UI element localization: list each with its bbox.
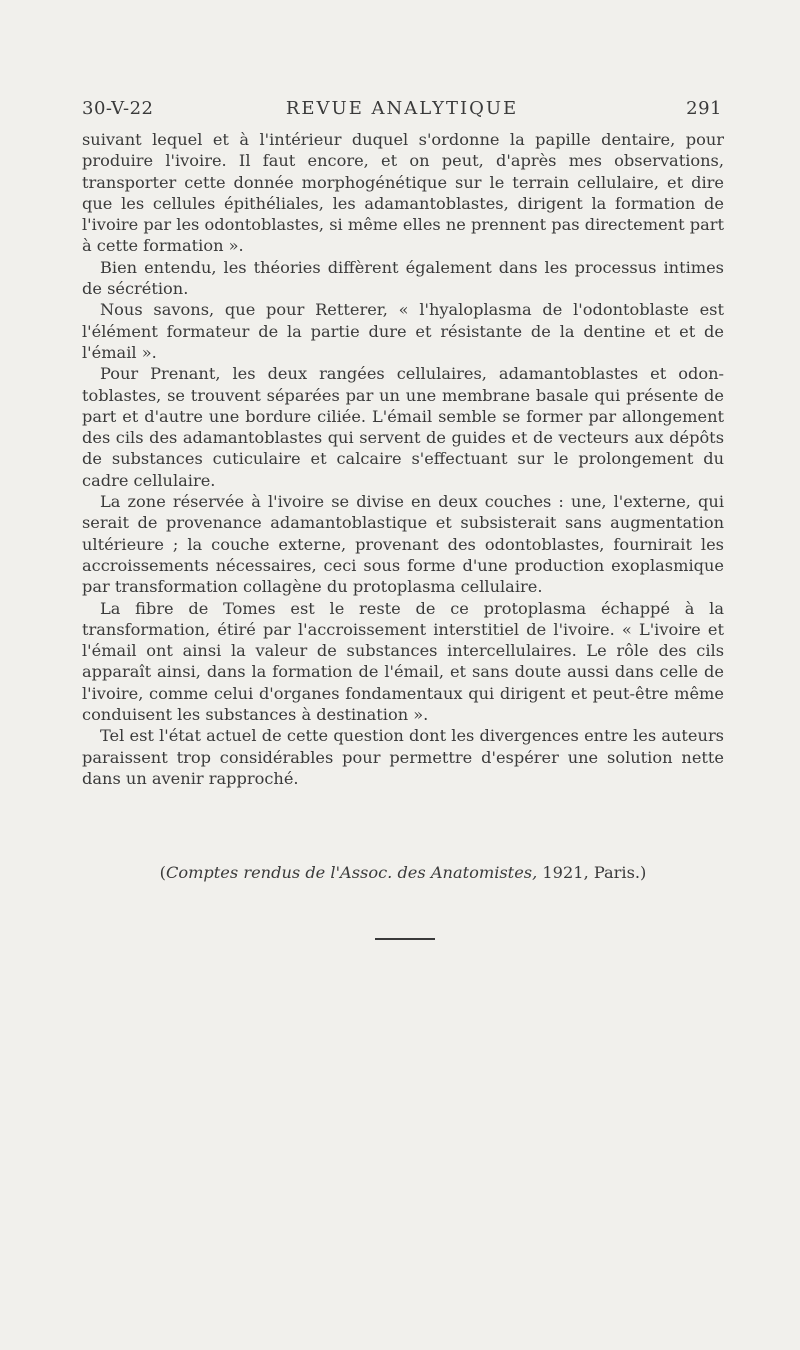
article-body (82, 129, 724, 789)
running-title: REVUE ANALYTIQUE (285, 98, 519, 119)
paragraph: La fibre de Tomes est le reste de ce protoplasma échappé à la transformation, étiré par l'accroissement interstitiel de l'ivoire. « L'ivoire et l'émail ont ainsi la valeur de substances intercellulaires. Le rôle des cils apparaît ainsi, dans la formation de l'émail, et sans doute aussi dans celle de l'ivoire, comme celui d'organes fondamentaux qui dirigent et peut-être même conduisent les substances à destination ». (82, 598, 724, 725)
paragraph: Tel est l'état actuel de cette question dont les divergences entre les auteurs paraissent trop considérables pour permettre d'espérer une solution nette dans un avenir rapproché. (82, 726, 724, 788)
running-header (82, 98, 722, 124)
paragraph: La zone réservée à l'ivoire se divise en deux couches : une, l'externe, qui serait de provenance adamantoblastique et subsisterait sans augmentation ultérieure ; la couche externe, provenant des odontoblastes, fournirait les accroissements nécessaires, ceci sous forme d'une production exoplasmique par transformation collagène du protoplasma cellulaire. (82, 492, 724, 597)
end-rule (375, 938, 435, 940)
citation-open: ( (159, 863, 166, 882)
issue-date: 30-V-22 (82, 98, 154, 119)
paragraph: Bien entendu, les théories diffèrent également dans les processus intimes de sécrétion. (82, 257, 724, 299)
paragraph: Pour Prenant, les deux rangées cellulaires, adamantoblastes et odontoblastes, se trouvent séparées par un une membrane basale qui présente de part et d'autre une bordure ciliée. L'émail semble se former par allongement des cils des adamantoblastes qui servent de guides et de vecteurs aux dépôts de substances cuticulaire et calcaire s'effectuant sur le prolongement du cadre cellulaire. (82, 364, 724, 490)
citation-details: 1921, Paris.) (537, 863, 647, 882)
source-citation (82, 863, 724, 882)
paragraph: Nous savons, que pour Retterer, « l'hyaloplasma de l'odontoblaste est l'élément formateur de la partie dure et résistante de la dentine et et de l'émail ». (82, 300, 724, 362)
citation-source: Comptes rendus de l'Assoc. des Anatomistes, (165, 863, 538, 882)
page-number: 291 (686, 98, 722, 119)
paragraph: suivant lequel et à l'intérieur duquel s'ordonne la papille dentaire, pour produire l'ivoire. Il faut encore, et on peut, d'après mes observations, transporter cette donnée morphogénétique sur le terrain cellulaire, et dire que les cellules épithéliales, les adamantoblastes, dirigent la formation de l'ivoire par les odontoblastes, si même elles ne prennent pas directement part à cette formation ». (82, 130, 724, 256)
